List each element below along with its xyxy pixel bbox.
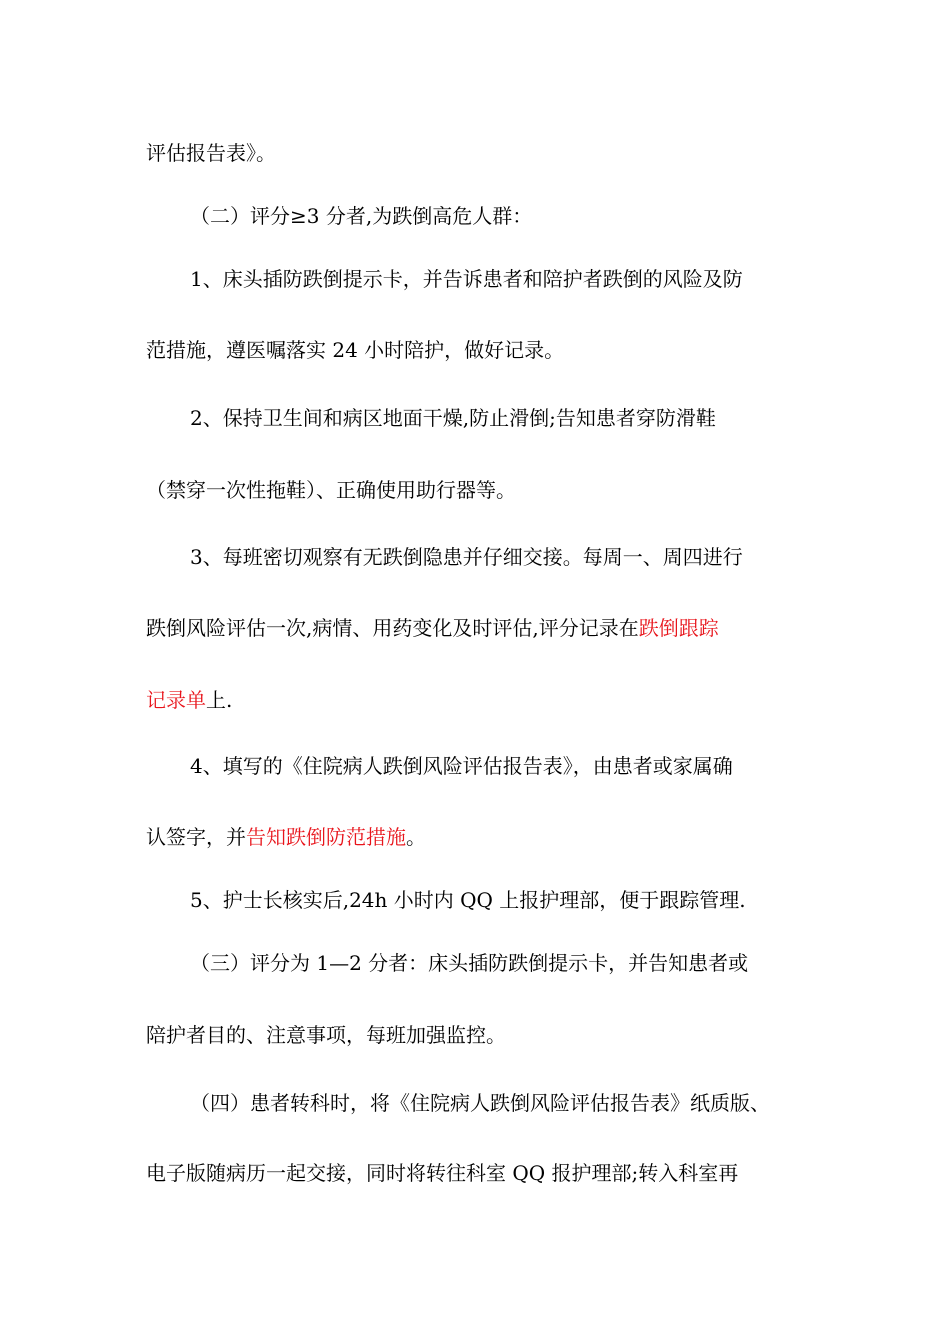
paragraph-line xyxy=(146,140,826,166)
line-text: （二）评分≥3 分者,为跌倒高危人群： xyxy=(190,204,533,228)
line-text: （三）评分为 1—2 分者：床头插防跌倒提示卡，并告知患者或 xyxy=(190,951,749,975)
paragraph-line xyxy=(146,1022,826,1048)
paragraph-line xyxy=(190,405,870,431)
line-text: （四）患者转科时，将《住院病人跌倒风险评估报告表》纸质版、 xyxy=(190,1091,770,1115)
paragraph-line xyxy=(146,615,826,641)
line-text: 认签字，并 xyxy=(146,825,246,849)
paragraph-line xyxy=(146,477,826,503)
paragraph-line xyxy=(190,887,870,913)
section-heading xyxy=(190,203,870,229)
line-text: （禁穿一次性拖鞋）、正确使用助行器等。 xyxy=(146,478,516,502)
line-text: 电子版随病历一起交接，同时将转往科室 QQ 报护理部;转入科室再 xyxy=(146,1161,739,1185)
line-text: 陪护者目的、注意事项，每班加强监控。 xyxy=(146,1023,506,1047)
paragraph-line xyxy=(146,1160,826,1186)
line-text: 1、床头插防跌倒提示卡，并告诉患者和陪护者跌倒的风险及防 xyxy=(190,267,743,291)
paragraph-line xyxy=(146,687,826,713)
paragraph-line xyxy=(190,266,870,292)
line-text: 评估报告表》。 xyxy=(146,141,276,165)
paragraph-line xyxy=(190,544,870,570)
highlight-text: 跌倒跟踪 xyxy=(638,616,719,640)
highlight-text: 告知跌倒防范措施 xyxy=(246,825,406,849)
line-text: 跌倒风险评估一次,病情、用药变化及时评估,评分记录在 xyxy=(146,616,639,640)
highlight-text: 记录单 xyxy=(146,688,206,712)
paragraph-line xyxy=(146,337,826,363)
line-text: 上. xyxy=(206,688,233,712)
section-heading xyxy=(190,1090,870,1116)
line-text: 4、填写的《住院病人跌倒风险评估报告表》，由患者或家属确 xyxy=(190,754,733,778)
line-text: 3、每班密切观察有无跌倒隐患并仔细交接。每周一、周四进行 xyxy=(190,545,743,569)
paragraph-line xyxy=(190,753,870,779)
paragraph-line xyxy=(146,824,826,850)
line-text: 。 xyxy=(406,825,426,849)
section-heading xyxy=(190,950,870,976)
line-text: 2、保持卫生间和病区地面干燥,防止滑倒;告知患者穿防滑鞋 xyxy=(190,406,716,430)
line-text: 5、护士长核实后,24h 小时内 QQ 上报护理部，便于跟踪管理. xyxy=(190,888,746,912)
line-text: 范措施，遵医嘱落实 24 小时陪护，做好记录。 xyxy=(146,338,565,362)
